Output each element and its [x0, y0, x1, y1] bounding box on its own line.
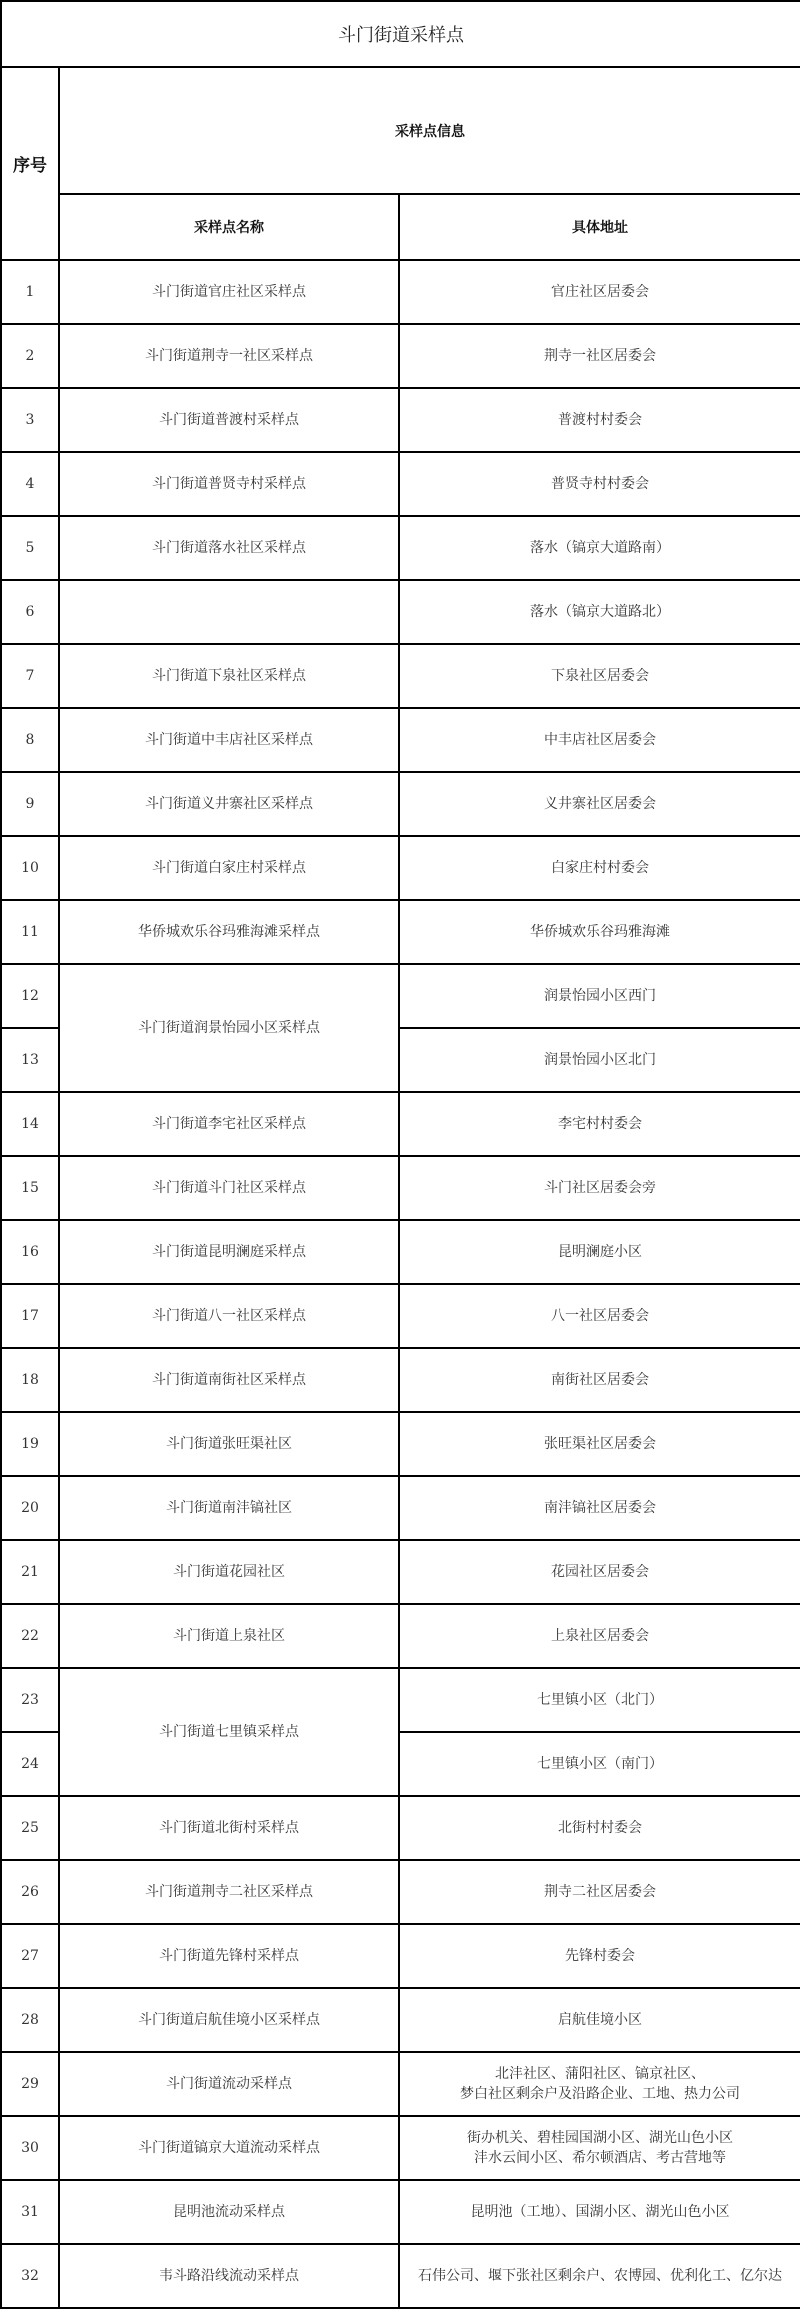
row-seq: 31: [1, 2180, 59, 2244]
table-row: [1, 708, 800, 772]
table-row: [1, 2244, 800, 2308]
row-name: 斗门街道荆寺二社区采样点: [59, 1860, 399, 1924]
table-row: [1, 1604, 800, 1668]
row-name: 韦斗路沿线流动采样点: [59, 2244, 399, 2308]
row-address: 石伟公司、堰下张社区剩余户、农博园、优利化工、亿尔达: [399, 2244, 800, 2308]
table-row: [1, 1860, 800, 1924]
row-name: 斗门街道花园社区: [59, 1540, 399, 1604]
row-seq: 20: [1, 1476, 59, 1540]
row-name: 昆明池流动采样点: [59, 2180, 399, 2244]
row-address: 七里镇小区（北门）: [399, 1668, 800, 1732]
table-row: [1, 644, 800, 708]
row-name: 斗门街道落水社区采样点: [59, 516, 399, 580]
row-seq: 13: [1, 1028, 59, 1092]
row-address: 八一社区居委会: [399, 1284, 800, 1348]
row-seq: 19: [1, 1412, 59, 1476]
row-name: [59, 580, 399, 644]
row-seq: 32: [1, 2244, 59, 2308]
row-address: 润景怡园小区西门: [399, 964, 800, 1028]
row-name: 斗门街道白家庄村采样点: [59, 836, 399, 900]
table-row: [1, 324, 800, 388]
row-seq: 5: [1, 516, 59, 580]
row-seq: 30: [1, 2116, 59, 2180]
row-seq: 26: [1, 1860, 59, 1924]
row-seq: 11: [1, 900, 59, 964]
row-address: 启航佳境小区: [399, 1988, 800, 2052]
row-name: 斗门街道南沣镐社区: [59, 1476, 399, 1540]
table-row: [1, 1668, 800, 1732]
row-address: 张旺渠社区居委会: [399, 1412, 800, 1476]
row-name: 斗门街道李宅社区采样点: [59, 1092, 399, 1156]
row-seq: 8: [1, 708, 59, 772]
row-address: 普渡村村委会: [399, 388, 800, 452]
row-address: 落水（镐京大道路北）: [399, 580, 800, 644]
row-seq: 21: [1, 1540, 59, 1604]
row-seq: 16: [1, 1220, 59, 1284]
row-name: 华侨城欢乐谷玛雅海滩采样点: [59, 900, 399, 964]
row-seq: 18: [1, 1348, 59, 1412]
table-row: [1, 836, 800, 900]
table-row: [1, 1796, 800, 1860]
page-title: 斗门街道采样点: [1, 1, 800, 67]
row-name: 斗门街道义井寨社区采样点: [59, 772, 399, 836]
row-address: 官庄社区居委会: [399, 260, 800, 324]
table-row: [1, 1220, 800, 1284]
table-row: [1, 1988, 800, 2052]
table-row: [1, 1476, 800, 1540]
row-name: 斗门街道润景怡园小区采样点: [59, 964, 399, 1092]
row-seq: 25: [1, 1796, 59, 1860]
row-name: 斗门街道昆明澜庭采样点: [59, 1220, 399, 1284]
row-address: 北街村村委会: [399, 1796, 800, 1860]
table-row: [1, 1412, 800, 1476]
row-address: 街办机关、碧桂园国湖小区、湖光山色小区 沣水云间小区、希尔顿酒店、考古营地等: [399, 2116, 800, 2180]
row-seq: 24: [1, 1732, 59, 1796]
row-name: 斗门街道先锋村采样点: [59, 1924, 399, 1988]
table-row: [1, 580, 800, 644]
row-name: 斗门街道镐京大道流动采样点: [59, 2116, 399, 2180]
row-name: 斗门街道张旺渠社区: [59, 1412, 399, 1476]
table-row: [1, 1284, 800, 1348]
table-row: [1, 900, 800, 964]
row-seq: 7: [1, 644, 59, 708]
row-seq: 4: [1, 452, 59, 516]
row-seq: 22: [1, 1604, 59, 1668]
row-seq: 3: [1, 388, 59, 452]
row-address: 花园社区居委会: [399, 1540, 800, 1604]
table-row: [1, 2116, 800, 2180]
row-seq: 2: [1, 324, 59, 388]
row-seq: 1: [1, 260, 59, 324]
row-name: 斗门街道八一社区采样点: [59, 1284, 399, 1348]
row-seq: 29: [1, 2052, 59, 2116]
row-name: 斗门街道北街村采样点: [59, 1796, 399, 1860]
row-name: 斗门街道荆寺一社区采样点: [59, 324, 399, 388]
row-address: 中丰店社区居委会: [399, 708, 800, 772]
header-seq: 序号: [1, 67, 59, 260]
table-row: [1, 1156, 800, 1220]
row-name: 斗门街道普贤寺村采样点: [59, 452, 399, 516]
table-row: [1, 772, 800, 836]
row-name: 斗门街道流动采样点: [59, 2052, 399, 2116]
row-seq: 23: [1, 1668, 59, 1732]
row-address: 李宅村村委会: [399, 1092, 800, 1156]
row-name: 斗门街道中丰店社区采样点: [59, 708, 399, 772]
header-name: 采样点名称: [59, 194, 399, 260]
row-name: 斗门街道南街社区采样点: [59, 1348, 399, 1412]
row-seq: 6: [1, 580, 59, 644]
row-seq: 15: [1, 1156, 59, 1220]
row-address: 润景怡园小区北门: [399, 1028, 800, 1092]
row-seq: 10: [1, 836, 59, 900]
table-row: [1, 1540, 800, 1604]
table-row: [1, 260, 800, 324]
table-row: [1, 1092, 800, 1156]
row-address: 七里镇小区（南门）: [399, 1732, 800, 1796]
row-name: 斗门街道下泉社区采样点: [59, 644, 399, 708]
table-row: [1, 388, 800, 452]
row-name: 斗门街道上泉社区: [59, 1604, 399, 1668]
header-address: 具体地址: [399, 194, 800, 260]
row-address: 义井寨社区居委会: [399, 772, 800, 836]
table-body: [1, 260, 800, 2308]
table-row: [1, 2180, 800, 2244]
row-address: 华侨城欢乐谷玛雅海滩: [399, 900, 800, 964]
row-seq: 14: [1, 1092, 59, 1156]
row-address: 下泉社区居委会: [399, 644, 800, 708]
row-address: 普贤寺村村委会: [399, 452, 800, 516]
table-row: [1, 964, 800, 1028]
row-seq: 17: [1, 1284, 59, 1348]
row-address: 南沣镐社区居委会: [399, 1476, 800, 1540]
table-row: [1, 2052, 800, 2116]
row-address: 荆寺一社区居委会: [399, 324, 800, 388]
row-address: 昆明澜庭小区: [399, 1220, 800, 1284]
row-seq: 9: [1, 772, 59, 836]
row-address: 北沣社区、蒲阳社区、镐京社区、 梦白社区剩余户及沿路企业、工地、热力公司: [399, 2052, 800, 2116]
row-address: 先锋村委会: [399, 1924, 800, 1988]
row-name: 斗门街道斗门社区采样点: [59, 1156, 399, 1220]
row-seq: 28: [1, 1988, 59, 2052]
row-name: 斗门街道普渡村采样点: [59, 388, 399, 452]
header-info: 采样点信息: [59, 67, 800, 194]
row-seq: 27: [1, 1924, 59, 1988]
row-address: 斗门社区居委会旁: [399, 1156, 800, 1220]
row-name: 斗门街道官庄社区采样点: [59, 260, 399, 324]
row-address: 落水（镐京大道路南）: [399, 516, 800, 580]
row-address: 荆寺二社区居委会: [399, 1860, 800, 1924]
row-address: 白家庄村村委会: [399, 836, 800, 900]
table-row: [1, 452, 800, 516]
row-seq: 12: [1, 964, 59, 1028]
table-row: [1, 516, 800, 580]
row-address: 上泉社区居委会: [399, 1604, 800, 1668]
table-row: [1, 1348, 800, 1412]
row-address: 昆明池（工地）、国湖小区、湖光山色小区: [399, 2180, 800, 2244]
row-name: 斗门街道七里镇采样点: [59, 1668, 399, 1796]
table-row: [1, 1924, 800, 1988]
row-address: 南街社区居委会: [399, 1348, 800, 1412]
row-name: 斗门街道启航佳境小区采样点: [59, 1988, 399, 2052]
